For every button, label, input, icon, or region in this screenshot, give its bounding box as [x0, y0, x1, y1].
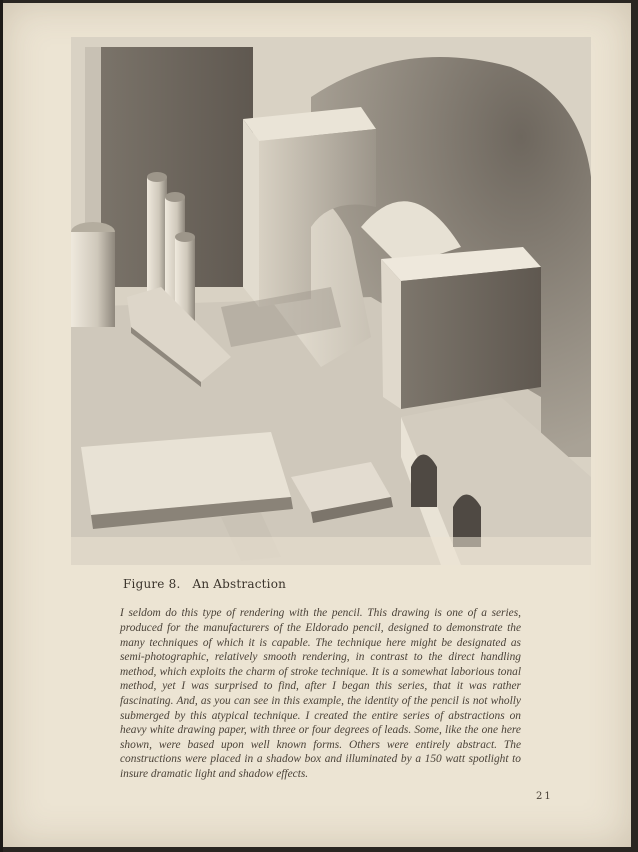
abstraction-drawing [71, 37, 591, 565]
pillar-one-top [147, 172, 167, 182]
right-box-left [381, 259, 401, 409]
pillar-two-top [165, 192, 185, 202]
pillar-three-top [175, 232, 195, 242]
cylinder-body [71, 232, 115, 327]
figure-caption [123, 577, 286, 591]
book-page [3, 3, 631, 847]
figure-illustration [71, 37, 591, 565]
figure-number: Figure 8. [123, 577, 181, 591]
upper-box-left [243, 119, 259, 307]
bottom-fade [71, 537, 591, 565]
right-box-front [401, 267, 541, 409]
page-number: 21 [536, 791, 553, 802]
arcade-opening-one [411, 455, 437, 508]
figure-title: An Abstraction [192, 577, 287, 591]
pillar-one [147, 177, 167, 307]
body-paragraph: I seldom do this type of rendering with the pencil. This drawing is one of a series, produced for the manufacturers of the Eldorado pencil, designed to demonstrate the many techniques of which it is capable. The technique here might be designated as semi-photographic, relatively smooth rendering, in contrast to the direct handling method, which exploits the charm of stroke technique. It is a somewhat laborious tonal method, yet I was surprised to find, after I began this series, that it was rather fascinating. And, as you can see in this example, the identity of the pencil is not wholly submerged by this atypical technique. I created the entire series of abstractions on heavy white drawing paper, with three or four degrees of leads. Some, like the one here shown, were based upon well known forms. Others were entirely abstract. The constructions were placed in a shadow box and illuminated by a 150 watt spotlight to insure dramatic light and shadow effects. [120, 607, 521, 780]
